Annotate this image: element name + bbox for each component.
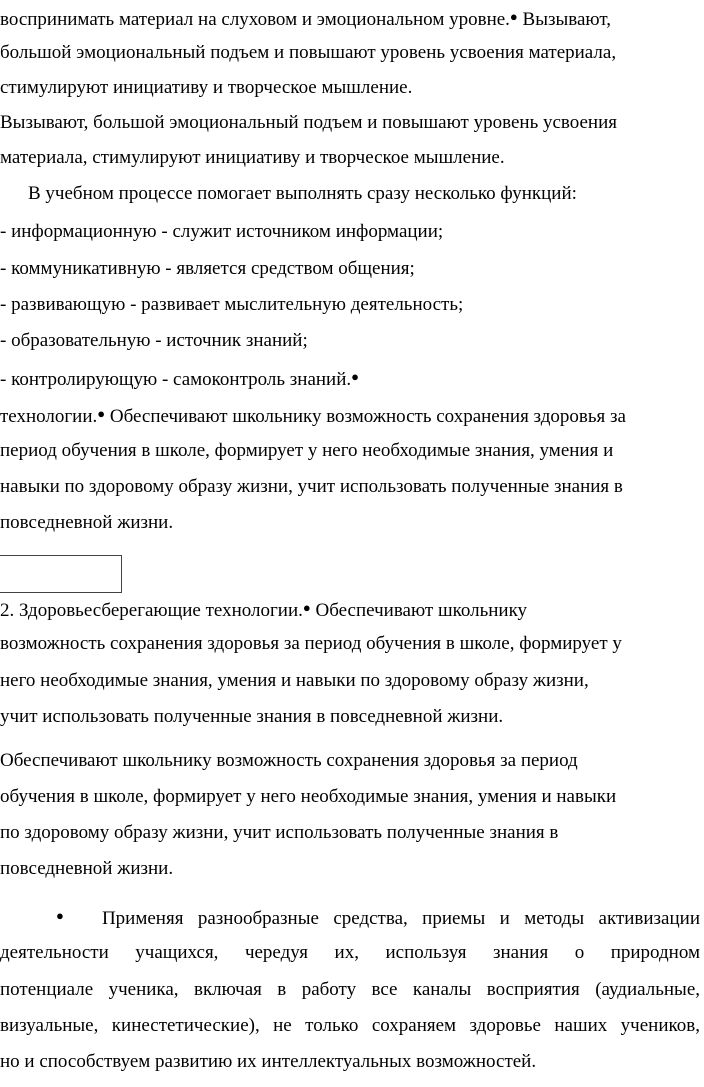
list-item: - развивающую - развивает мыслительную деятельность; xyxy=(0,294,464,315)
bullet-icon: ● xyxy=(351,369,359,384)
text-line: воспринимать материал на слуховом и эмоциональном уровне.● Вызывают, xyxy=(0,9,611,30)
text-line: навыки по здоровому образу жизни, учит использовать полученные знания в xyxy=(0,476,623,497)
bullet-icon: ● xyxy=(509,9,518,24)
text-line: материала, стимулируют инициативу и творческое мышление. xyxy=(0,147,505,168)
bullet-icon: ● xyxy=(56,908,74,923)
text-line: потенциале ученика, включая в работу все каналы восприятия (аудиальные, xyxy=(0,979,700,1000)
bullet-icon: ● xyxy=(97,406,106,421)
text-line: Вызывают, большой эмоциональный подъем и повышают уровень усвоения xyxy=(0,112,617,133)
text-line: технологии.● Обеспечивают школьнику возможность сохранения здоровья за xyxy=(0,406,626,427)
list-item: - коммуникативную - является средством общения; xyxy=(0,258,415,279)
text-line: обучения в школе, формирует у него необходимые знания, умения и навыки xyxy=(0,786,617,807)
text-line: возможность сохранения здоровья за период обучения в школе, формирует у xyxy=(0,633,622,654)
list-item: - информационную - служит источником информации; xyxy=(0,221,444,242)
list-item: - контролирующую - самоконтроль знаний.● xyxy=(0,369,359,390)
text-line: период обучения в школе, формирует у него необходимые знания, умения и xyxy=(0,440,614,461)
empty-frame xyxy=(0,555,122,593)
text-line: по здоровому образу жизни, учит использовать полученные знания в xyxy=(0,822,559,843)
text-line: повседневной жизни. xyxy=(0,512,174,533)
text-line: но и способствуем развитию их интеллектуальных возможностей. xyxy=(0,1051,537,1072)
text-line: стимулируют инициативу и творческое мышление. xyxy=(0,77,413,98)
list-item: - образовательную - источник знаний; xyxy=(0,330,308,351)
bullet-icon: ● xyxy=(302,600,311,615)
text-line: него необходимые знания, умения и навыки по здоровому образу жизни, xyxy=(0,670,589,691)
text-line: большой эмоциональный подъем и повышают уровень усвоения материала, xyxy=(0,42,617,63)
text-line: повседневной жизни. xyxy=(0,858,174,879)
text-line: 2. Здоровьесберегающие технологии.● Обеспечивают школьнику xyxy=(0,600,528,621)
text-line: визуальные, кинестетические), не только сохраняем здоровье наших учеников, xyxy=(0,1015,700,1036)
text-line: деятельности учащихся, чередуя их, используя знания о природном xyxy=(0,942,700,963)
functions-intro: В учебном процессе помогает выполнять сразу несколько функций: xyxy=(28,183,577,204)
bulleted-paragraph-line: ● Применяя разнообразные средства, приемы и методы активизации xyxy=(0,905,700,930)
text-line: Обеспечивают школьнику возможность сохранения здоровья за период xyxy=(0,750,578,771)
text-line: учит использовать полученные знания в повседневной жизни. xyxy=(0,706,504,727)
